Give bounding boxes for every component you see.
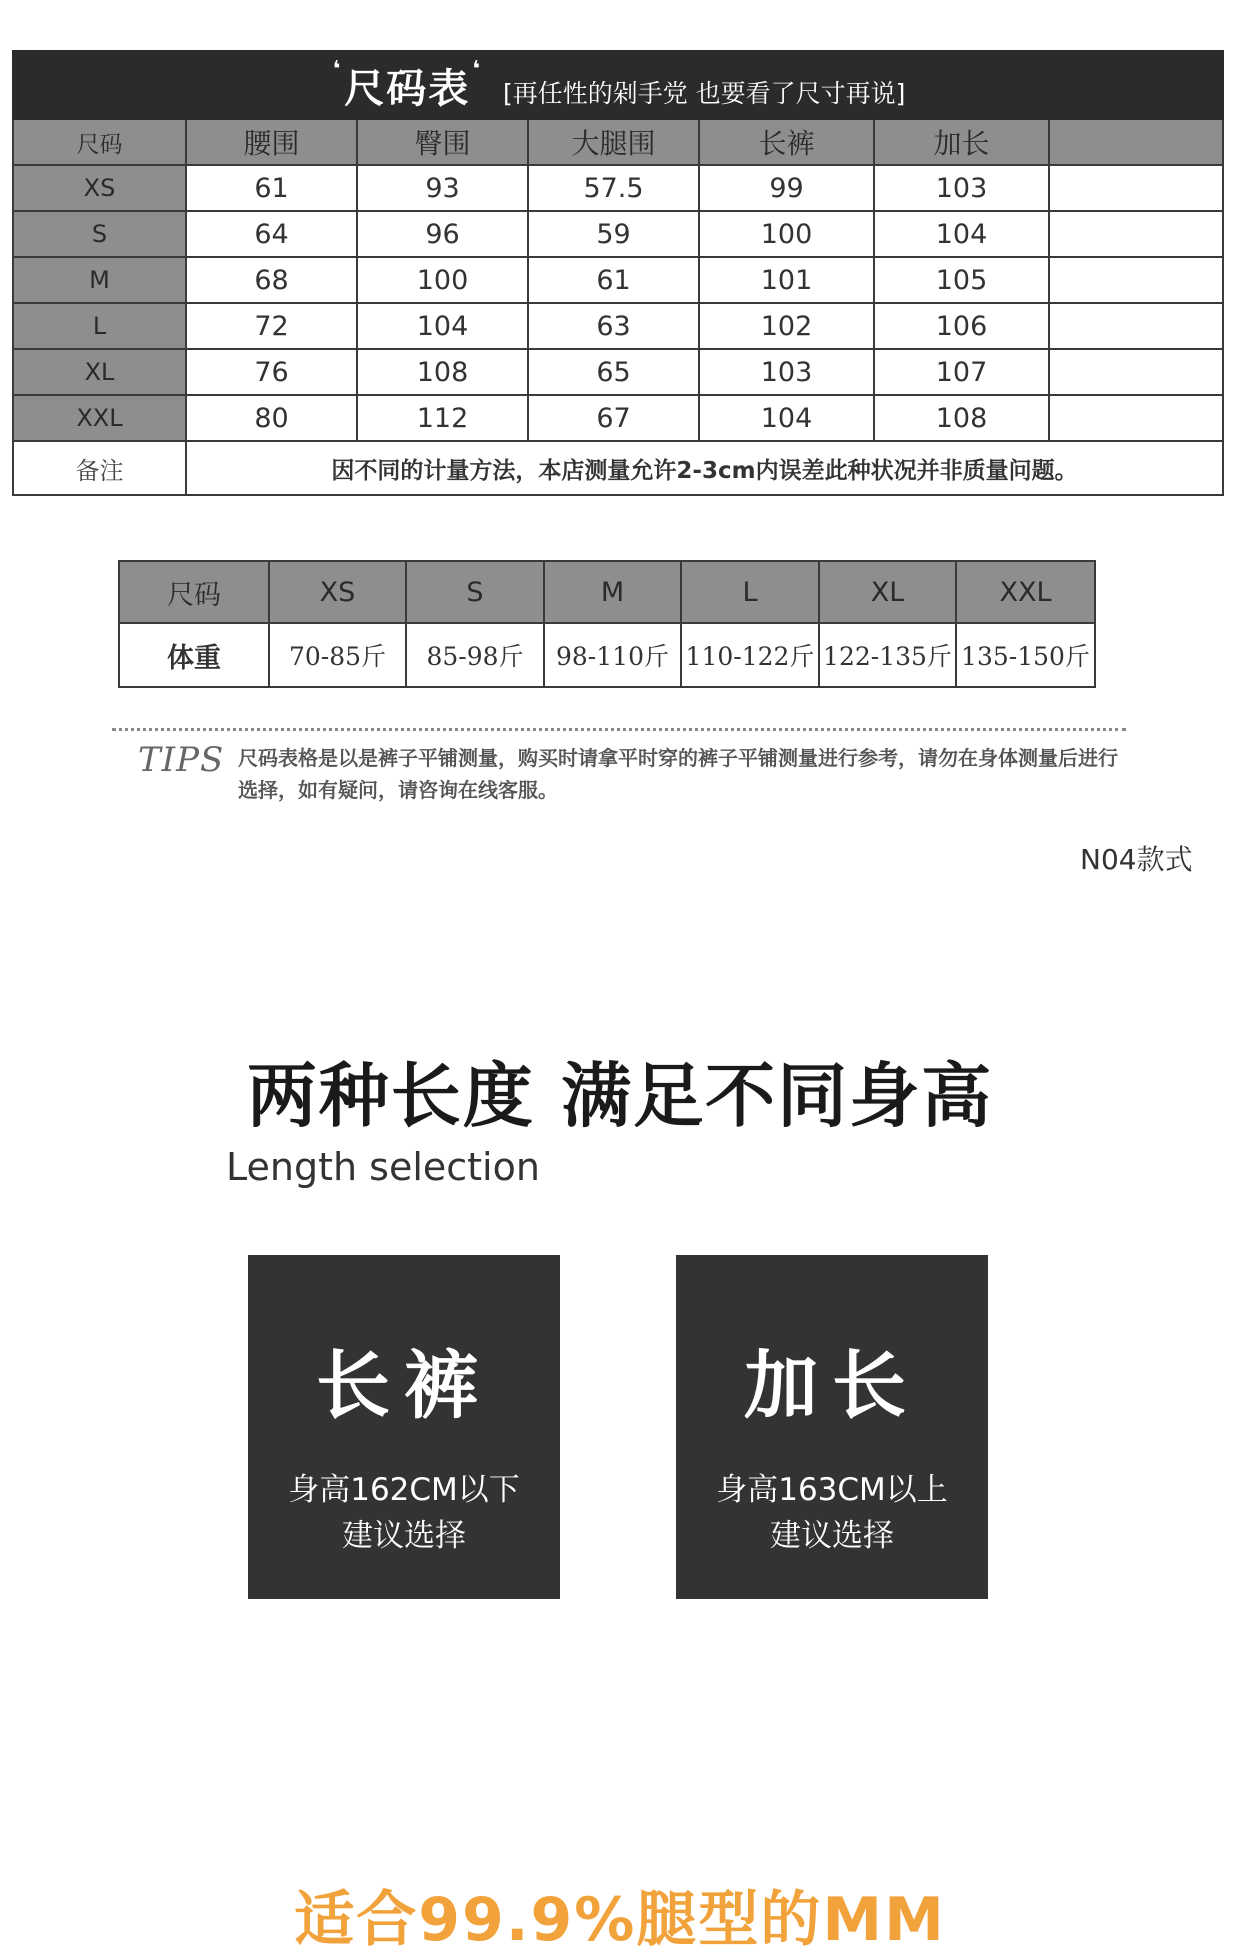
table-row [13, 257, 1223, 303]
size-header: XS [269, 561, 406, 623]
waist-cell: 64 [186, 211, 357, 257]
card-title: 长裤 [316, 1343, 492, 1429]
long-length-cell: 103 [699, 349, 874, 395]
column-header: 大腿围 [528, 119, 699, 165]
empty-cell [1049, 211, 1223, 257]
waist-cell: 76 [186, 349, 357, 395]
extra-length-cell: 104 [874, 211, 1049, 257]
table-row [13, 165, 1223, 211]
extra-length-cell: 105 [874, 257, 1049, 303]
weight-row [119, 623, 1095, 687]
weight-chart-header-row [119, 561, 1095, 623]
waist-cell: 68 [186, 257, 357, 303]
length-headline: 两种长度 满足不同身高 [246, 1055, 994, 1137]
size-chart-header-row [13, 119, 1223, 165]
thigh-cell: 61 [528, 257, 699, 303]
tips-text: 尺码表格是以是裤子平铺测量，购买时请拿平时穿的裤子平铺测量进行参考，请勿在身体测量后进行选择，如有疑问，请咨询在线客服。 [238, 746, 1118, 802]
weight-cell: 98-110斤 [544, 623, 681, 687]
length-subhead: Length selection [226, 1145, 540, 1189]
note-row [13, 441, 1223, 495]
hip-cell: 96 [357, 211, 528, 257]
size-chart-subtitle: [再任性的剁手党 也要看了尺寸再说] [502, 78, 906, 108]
weight-cell: 110-122斤 [681, 623, 819, 687]
card-suggest-line: 建议选择 [770, 1518, 894, 1554]
table-row [13, 349, 1223, 395]
column-header: 臀围 [357, 119, 528, 165]
column-header: 腰围 [186, 119, 357, 165]
hip-cell: 93 [357, 165, 528, 211]
empty-cell [1049, 303, 1223, 349]
size-cell: XXL [13, 395, 186, 441]
size-cell: XS [13, 165, 186, 211]
size-header: XL [819, 561, 956, 623]
weight-cell: 70-85斤 [269, 623, 406, 687]
waist-cell: 61 [186, 165, 357, 211]
extra-length-cell: 103 [874, 165, 1049, 211]
size-cell: S [13, 211, 186, 257]
waist-cell: 80 [186, 395, 357, 441]
tips-divider [112, 728, 1126, 731]
empty-cell [1049, 349, 1223, 395]
weight-cell: 135-150斤 [956, 623, 1095, 687]
thigh-cell: 65 [528, 349, 699, 395]
table-row [13, 395, 1223, 441]
size-cell: XL [13, 349, 186, 395]
extra-length-cell: 108 [874, 395, 1049, 441]
size-header: XXL [956, 561, 1095, 623]
thigh-cell: 59 [528, 211, 699, 257]
empty-cell [1049, 257, 1223, 303]
length-card-extended [676, 1255, 988, 1599]
column-header [1049, 119, 1223, 165]
card-suggest-line: 建议选择 [342, 1518, 466, 1554]
long-length-cell: 101 [699, 257, 874, 303]
card-height-line: 身高162CM以下 [288, 1472, 520, 1508]
size-chart-table [12, 50, 1224, 496]
size-header: S [406, 561, 544, 623]
hip-cell: 112 [357, 395, 528, 441]
card-description [676, 1467, 988, 1559]
weight-cell: 85-98斤 [406, 623, 544, 687]
column-header: 长裤 [699, 119, 874, 165]
card-height-line: 身高163CM以上 [716, 1472, 948, 1508]
card-title: 加长 [744, 1343, 920, 1429]
long-length-cell: 104 [699, 395, 874, 441]
thigh-cell: 63 [528, 303, 699, 349]
column-header: 尺码 [13, 119, 186, 165]
thigh-cell: 57.5 [528, 165, 699, 211]
size-chart-title: ❛ 尺码表 ❛ [331, 66, 484, 112]
hip-cell: 100 [357, 257, 528, 303]
hip-cell: 108 [357, 349, 528, 395]
size-cell: L [13, 303, 186, 349]
column-header: 加长 [874, 119, 1049, 165]
extra-length-cell: 106 [874, 303, 1049, 349]
length-card-regular [248, 1255, 560, 1599]
size-chart-title-bar [13, 51, 1223, 119]
tips-label: TIPS [138, 740, 225, 780]
weight-label: 体重 [119, 623, 269, 687]
long-length-cell: 99 [699, 165, 874, 211]
weight-cell: 122-135斤 [819, 623, 956, 687]
extra-length-cell: 107 [874, 349, 1049, 395]
size-header: L [681, 561, 819, 623]
bottom-teaser: 适合99.9%腿型的MM [294, 1885, 946, 1955]
thigh-cell: 67 [528, 395, 699, 441]
style-code: N04款式 [1080, 843, 1193, 876]
size-header: M [544, 561, 681, 623]
empty-cell [1049, 395, 1223, 441]
size-cell: M [13, 257, 186, 303]
waist-cell: 72 [186, 303, 357, 349]
long-length-cell: 100 [699, 211, 874, 257]
size-label: 尺码 [119, 561, 269, 623]
empty-cell [1049, 165, 1223, 211]
note-label: 备注 [13, 441, 186, 495]
table-row [13, 211, 1223, 257]
note-text: 因不同的计量方法，本店测量允许2-3cm内误差此种状况并非质量问题。 [186, 441, 1223, 495]
weight-chart-table [118, 560, 1096, 688]
long-length-cell: 102 [699, 303, 874, 349]
hip-cell: 104 [357, 303, 528, 349]
card-description [248, 1467, 560, 1559]
table-row [13, 303, 1223, 349]
